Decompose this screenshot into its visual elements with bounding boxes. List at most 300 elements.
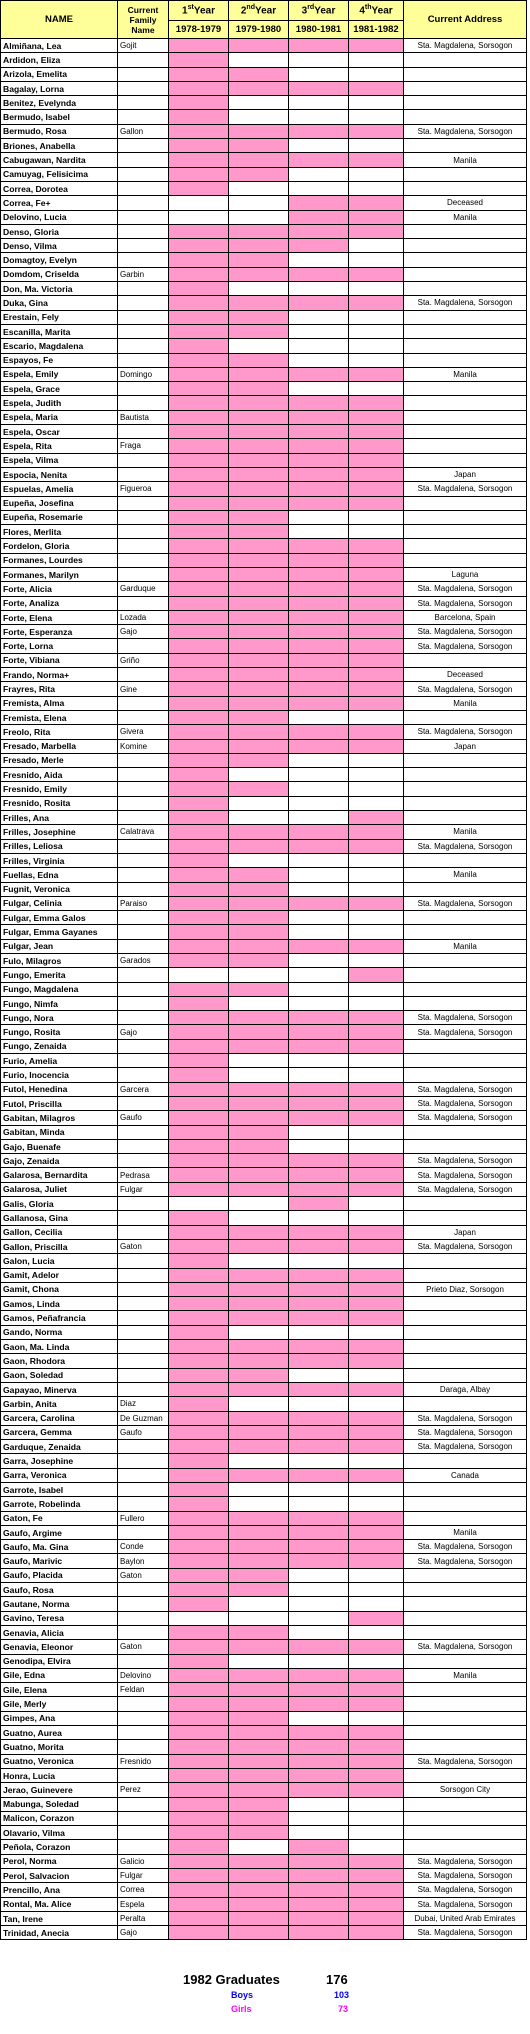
year-2-cell [229, 1411, 289, 1425]
table-row [1, 1726, 527, 1740]
year-1-cell [169, 1168, 229, 1182]
year-1-cell [169, 1311, 229, 1325]
year-4-cell [349, 639, 404, 653]
year-2-cell [229, 167, 289, 181]
name-cell: Perol, Salvacion [1, 1869, 118, 1883]
year-1-cell [169, 553, 229, 567]
table-row [1, 1125, 527, 1139]
address-cell [404, 982, 527, 996]
table-row [1, 1797, 527, 1811]
boys-label: Boys [231, 1990, 254, 2000]
year-4-cell [349, 96, 404, 110]
year-4-cell [349, 982, 404, 996]
year-2-cell [229, 1754, 289, 1768]
family-name-cell [118, 1068, 169, 1082]
family-name-cell [118, 1254, 169, 1268]
address-cell [404, 1511, 527, 1525]
year-3-cell [289, 625, 349, 639]
year-1-cell [169, 1497, 229, 1511]
name-cell: Escario, Magdalena [1, 339, 118, 353]
year-3-cell [289, 996, 349, 1010]
year-1-cell [169, 753, 229, 767]
address-cell: Sta. Magdalena, Sorsogon [404, 625, 527, 639]
name-cell: Garbin, Anita [1, 1397, 118, 1411]
table-row [1, 1583, 527, 1597]
header-range-1: 1978-1979 [169, 21, 229, 39]
address-cell: Manila [404, 367, 527, 381]
table-row [1, 939, 527, 953]
year-4-cell [349, 410, 404, 424]
name-cell: Gile, Merly [1, 1697, 118, 1711]
family-name-cell: Perez [118, 1783, 169, 1797]
address-cell: Japan [404, 739, 527, 753]
year-2-cell [229, 1025, 289, 1039]
year-2-cell [229, 1311, 289, 1325]
year-1-cell [169, 1783, 229, 1797]
year-1-cell [169, 253, 229, 267]
name-cell: Gavino, Teresa [1, 1611, 118, 1625]
table-row [1, 1211, 527, 1225]
family-name-cell [118, 396, 169, 410]
family-name-cell [118, 1811, 169, 1825]
family-name-cell [118, 1625, 169, 1639]
year-4-cell [349, 1583, 404, 1597]
address-cell: Manila [404, 1525, 527, 1539]
year-3-cell [289, 239, 349, 253]
name-cell: Domdom, Criselda [1, 267, 118, 281]
year-4-cell [349, 1311, 404, 1325]
year-1-cell [169, 1225, 229, 1239]
year-3-cell [289, 1125, 349, 1139]
name-cell: Guatno, Aurea [1, 1726, 118, 1740]
name-cell: Frilles, Virginia [1, 853, 118, 867]
year-1-cell [169, 1454, 229, 1468]
address-cell [404, 525, 527, 539]
year-3-cell [289, 496, 349, 510]
year-1-cell [169, 1911, 229, 1925]
year-2-cell [229, 1497, 289, 1511]
year-3-cell [289, 1668, 349, 1682]
year-1-cell [169, 1697, 229, 1711]
name-cell: Fugnit, Veronica [1, 882, 118, 896]
name-cell: Jerao, Guinevere [1, 1783, 118, 1797]
table-row [1, 296, 527, 310]
year-2-cell [229, 382, 289, 396]
year-1-cell [169, 1525, 229, 1539]
year-1-cell [169, 1683, 229, 1697]
year-3-cell [289, 1883, 349, 1897]
year-3-cell [289, 353, 349, 367]
family-name-cell [118, 710, 169, 724]
name-cell: Honra, Lucia [1, 1768, 118, 1782]
year-3-cell [289, 825, 349, 839]
year-4-cell [349, 310, 404, 324]
address-cell: Sta. Magdalena, Sorsogon [404, 896, 527, 910]
year-4-cell [349, 282, 404, 296]
year-4-cell [349, 1625, 404, 1639]
name-cell: Fresnido, Rosita [1, 796, 118, 810]
year-1-cell [169, 153, 229, 167]
year-3-cell [289, 911, 349, 925]
address-cell [404, 1039, 527, 1053]
year-3-cell [289, 1525, 349, 1539]
address-cell [404, 453, 527, 467]
name-cell: Gabitan, Milagros [1, 1111, 118, 1125]
year-1-cell [169, 596, 229, 610]
family-name-cell [118, 339, 169, 353]
name-cell: Galarosa, Bernardita [1, 1168, 118, 1182]
year-2-cell [229, 1197, 289, 1211]
table-row [1, 353, 527, 367]
year-2-cell [229, 853, 289, 867]
year-1-cell [169, 1254, 229, 1268]
year-1-cell [169, 1854, 229, 1868]
name-cell: Gamit, Chona [1, 1282, 118, 1296]
year-4-cell [349, 525, 404, 539]
address-cell: Sta. Magdalena, Sorsogon [404, 1239, 527, 1253]
year-3-cell [289, 467, 349, 481]
address-cell [404, 1583, 527, 1597]
year-2-cell [229, 682, 289, 696]
year-3-cell [289, 196, 349, 210]
year-1-cell [169, 896, 229, 910]
year-2-cell [229, 1911, 289, 1925]
year-4-cell [349, 625, 404, 639]
name-cell: Gando, Norma [1, 1325, 118, 1339]
year-1-cell [169, 982, 229, 996]
family-name-cell [118, 1740, 169, 1754]
year-3-cell [289, 1511, 349, 1525]
year-1-cell [169, 567, 229, 581]
name-cell: Fungo, Rosita [1, 1025, 118, 1039]
family-name-cell [118, 1497, 169, 1511]
name-cell: Bermudo, Isabel [1, 110, 118, 124]
year-2-cell [229, 1054, 289, 1068]
address-cell: Sta. Magdalena, Sorsogon [404, 1554, 527, 1568]
year-1-cell [169, 1125, 229, 1139]
year-4-cell [349, 1054, 404, 1068]
year-2-cell [229, 1368, 289, 1382]
year-1-cell [169, 453, 229, 467]
address-cell: Sta. Magdalena, Sorsogon [404, 1754, 527, 1768]
year-4-cell [349, 1340, 404, 1354]
year-3-cell [289, 1869, 349, 1883]
table-row [1, 1897, 527, 1911]
year-1-cell [169, 1840, 229, 1854]
name-cell: Perol, Norma [1, 1854, 118, 1868]
table-row [1, 1482, 527, 1496]
table-row [1, 582, 527, 596]
header-year-3: 3rdYear [289, 1, 349, 21]
year-1-cell [169, 725, 229, 739]
year-4-cell [349, 1711, 404, 1725]
year-2-cell [229, 239, 289, 253]
family-name-cell: Figueroa [118, 482, 169, 496]
address-cell [404, 1597, 527, 1611]
table-row [1, 396, 527, 410]
year-3-cell [289, 1911, 349, 1925]
address-cell [404, 1683, 527, 1697]
year-3-cell [289, 367, 349, 381]
address-cell [404, 1482, 527, 1496]
year-4-cell [349, 339, 404, 353]
table-row [1, 925, 527, 939]
table-row [1, 67, 527, 81]
family-name-cell: Gaufo [118, 1425, 169, 1439]
family-name-cell: Peralta [118, 1911, 169, 1925]
year-2-cell [229, 1525, 289, 1539]
year-2-cell [229, 610, 289, 624]
family-name-cell [118, 1382, 169, 1396]
year-2-cell [229, 1597, 289, 1611]
address-cell [404, 167, 527, 181]
table-row [1, 1911, 527, 1925]
name-cell: Almiñana, Lea [1, 39, 118, 53]
family-name-cell [118, 1054, 169, 1068]
year-4-cell [349, 696, 404, 710]
family-name-cell [118, 639, 169, 653]
year-2-cell [229, 1568, 289, 1582]
family-name-cell [118, 453, 169, 467]
year-3-cell [289, 1239, 349, 1253]
family-name-cell [118, 81, 169, 95]
name-cell: Espela, Vilma [1, 453, 118, 467]
year-4-cell [349, 1254, 404, 1268]
table-row [1, 1468, 527, 1482]
year-1-cell [169, 1568, 229, 1582]
table-row [1, 1440, 527, 1454]
year-3-cell [289, 1754, 349, 1768]
year-3-cell [289, 1554, 349, 1568]
year-2-cell [229, 968, 289, 982]
year-3-cell [289, 954, 349, 968]
name-cell: Fungo, Magdalena [1, 982, 118, 996]
year-3-cell [289, 81, 349, 95]
year-2-cell [229, 1125, 289, 1139]
year-1-cell [169, 668, 229, 682]
year-3-cell [289, 282, 349, 296]
family-name-cell [118, 1654, 169, 1668]
year-3-cell [289, 1811, 349, 1825]
family-name-cell [118, 110, 169, 124]
family-name-cell [118, 1840, 169, 1854]
year-3-cell [289, 567, 349, 581]
table-row [1, 1239, 527, 1253]
family-name-cell [118, 796, 169, 810]
year-2-cell [229, 768, 289, 782]
table-row [1, 1268, 527, 1282]
year-3-cell [289, 1625, 349, 1639]
table-row [1, 324, 527, 338]
name-cell: Fresado, Merle [1, 753, 118, 767]
address-cell [404, 1197, 527, 1211]
year-2-cell [229, 1397, 289, 1411]
family-name-cell [118, 296, 169, 310]
family-name-cell [118, 782, 169, 796]
year-4-cell [349, 1425, 404, 1439]
year-1-cell [169, 825, 229, 839]
address-cell [404, 853, 527, 867]
year-1-cell [169, 367, 229, 381]
year-3-cell [289, 181, 349, 195]
year-4-cell [349, 467, 404, 481]
name-cell: Gaufo, Rosa [1, 1583, 118, 1597]
year-2-cell [229, 525, 289, 539]
year-3-cell [289, 167, 349, 181]
year-4-cell [349, 768, 404, 782]
year-1-cell [169, 1411, 229, 1425]
year-4-cell [349, 382, 404, 396]
year-3-cell [289, 1340, 349, 1354]
year-1-cell [169, 1611, 229, 1625]
name-cell: Freolo, Rita [1, 725, 118, 739]
name-cell: Fremista, Alma [1, 696, 118, 710]
year-2-cell [229, 1454, 289, 1468]
year-4-cell [349, 1497, 404, 1511]
year-1-cell [169, 811, 229, 825]
year-3-cell [289, 1111, 349, 1125]
year-4-cell [349, 1611, 404, 1625]
family-name-cell: Givera [118, 725, 169, 739]
family-name-cell: Fullero [118, 1511, 169, 1525]
address-cell [404, 110, 527, 124]
year-2-cell [229, 1540, 289, 1554]
name-cell: Espela, Oscar [1, 425, 118, 439]
year-3-cell [289, 1597, 349, 1611]
year-3-cell [289, 1311, 349, 1325]
year-3-cell [289, 224, 349, 238]
table-row [1, 1340, 527, 1354]
table-row [1, 639, 527, 653]
year-2-cell [229, 1282, 289, 1296]
year-3-cell [289, 1768, 349, 1782]
year-4-cell [349, 1096, 404, 1110]
year-2-cell [229, 625, 289, 639]
year-3-cell [289, 1182, 349, 1196]
year-4-cell [349, 1768, 404, 1782]
year-3-cell [289, 110, 349, 124]
table-row [1, 682, 527, 696]
address-cell: Sta. Magdalena, Sorsogon [404, 839, 527, 853]
year-1-cell [169, 796, 229, 810]
table-row [1, 1540, 527, 1554]
table-row [1, 1025, 527, 1039]
year-2-cell [229, 567, 289, 581]
table-row [1, 968, 527, 982]
name-cell: Galis, Gloria [1, 1197, 118, 1211]
year-2-cell [229, 996, 289, 1010]
name-cell: Fungo, Zenaida [1, 1039, 118, 1053]
year-3-cell [289, 1068, 349, 1082]
family-name-cell [118, 1039, 169, 1053]
year-2-cell [229, 954, 289, 968]
year-4-cell [349, 596, 404, 610]
address-cell: Sta. Magdalena, Sorsogon [404, 1540, 527, 1554]
table-row [1, 1354, 527, 1368]
name-cell: Espela, Maria [1, 410, 118, 424]
year-1-cell [169, 868, 229, 882]
year-3-cell [289, 1611, 349, 1625]
year-4-cell [349, 267, 404, 281]
address-cell: Sta. Magdalena, Sorsogon [404, 1182, 527, 1196]
family-name-cell: Fulgar [118, 1182, 169, 1196]
table-row [1, 1068, 527, 1082]
year-1-cell [169, 139, 229, 153]
address-cell: Manila [404, 939, 527, 953]
year-3-cell [289, 1282, 349, 1296]
family-name-cell: Gojit [118, 39, 169, 53]
name-cell: Cabugawan, Nardita [1, 153, 118, 167]
year-3-cell [289, 853, 349, 867]
table-row [1, 1654, 527, 1668]
year-4-cell [349, 1783, 404, 1797]
year-3-cell [289, 1039, 349, 1053]
year-3-cell [289, 96, 349, 110]
year-1-cell [169, 110, 229, 124]
address-cell [404, 267, 527, 281]
name-cell: Peñola, Corazon [1, 1840, 118, 1854]
year-1-cell [169, 1239, 229, 1253]
year-4-cell [349, 1468, 404, 1482]
name-cell: Espuelas, Amelia [1, 482, 118, 496]
family-name-cell: Gajo [118, 1025, 169, 1039]
table-row [1, 1011, 527, 1025]
table-row [1, 1282, 527, 1296]
table-body [1, 39, 527, 1940]
table-row [1, 1768, 527, 1782]
table-row [1, 825, 527, 839]
table-row [1, 1111, 527, 1125]
address-cell [404, 81, 527, 95]
address-cell [404, 1826, 527, 1840]
year-1-cell [169, 1282, 229, 1296]
table-row [1, 496, 527, 510]
family-name-cell [118, 210, 169, 224]
name-cell: Garra, Josephine [1, 1454, 118, 1468]
address-cell [404, 1297, 527, 1311]
year-4-cell [349, 1068, 404, 1082]
year-3-cell [289, 1454, 349, 1468]
year-3-cell [289, 882, 349, 896]
year-4-cell [349, 1282, 404, 1296]
table-row [1, 1511, 527, 1525]
table-row [1, 839, 527, 853]
year-1-cell [169, 482, 229, 496]
name-cell: Gaufo, Placida [1, 1568, 118, 1582]
family-name-cell [118, 1125, 169, 1139]
address-cell [404, 496, 527, 510]
year-1-cell [169, 339, 229, 353]
year-1-cell [169, 1325, 229, 1339]
family-name-cell: Garcera [118, 1082, 169, 1096]
year-2-cell [229, 496, 289, 510]
year-4-cell [349, 1597, 404, 1611]
table-row [1, 954, 527, 968]
year-3-cell [289, 267, 349, 281]
family-name-cell [118, 1325, 169, 1339]
year-2-cell [229, 296, 289, 310]
year-3-cell [289, 1482, 349, 1496]
year-1-cell [169, 510, 229, 524]
family-name-cell [118, 1583, 169, 1597]
table-row [1, 139, 527, 153]
address-cell: Sta. Magdalena, Sorsogon [404, 682, 527, 696]
year-4-cell [349, 811, 404, 825]
year-1-cell [169, 1511, 229, 1525]
name-cell: Bagalay, Lorna [1, 81, 118, 95]
year-1-cell [169, 410, 229, 424]
name-cell: Furio, Amelia [1, 1054, 118, 1068]
